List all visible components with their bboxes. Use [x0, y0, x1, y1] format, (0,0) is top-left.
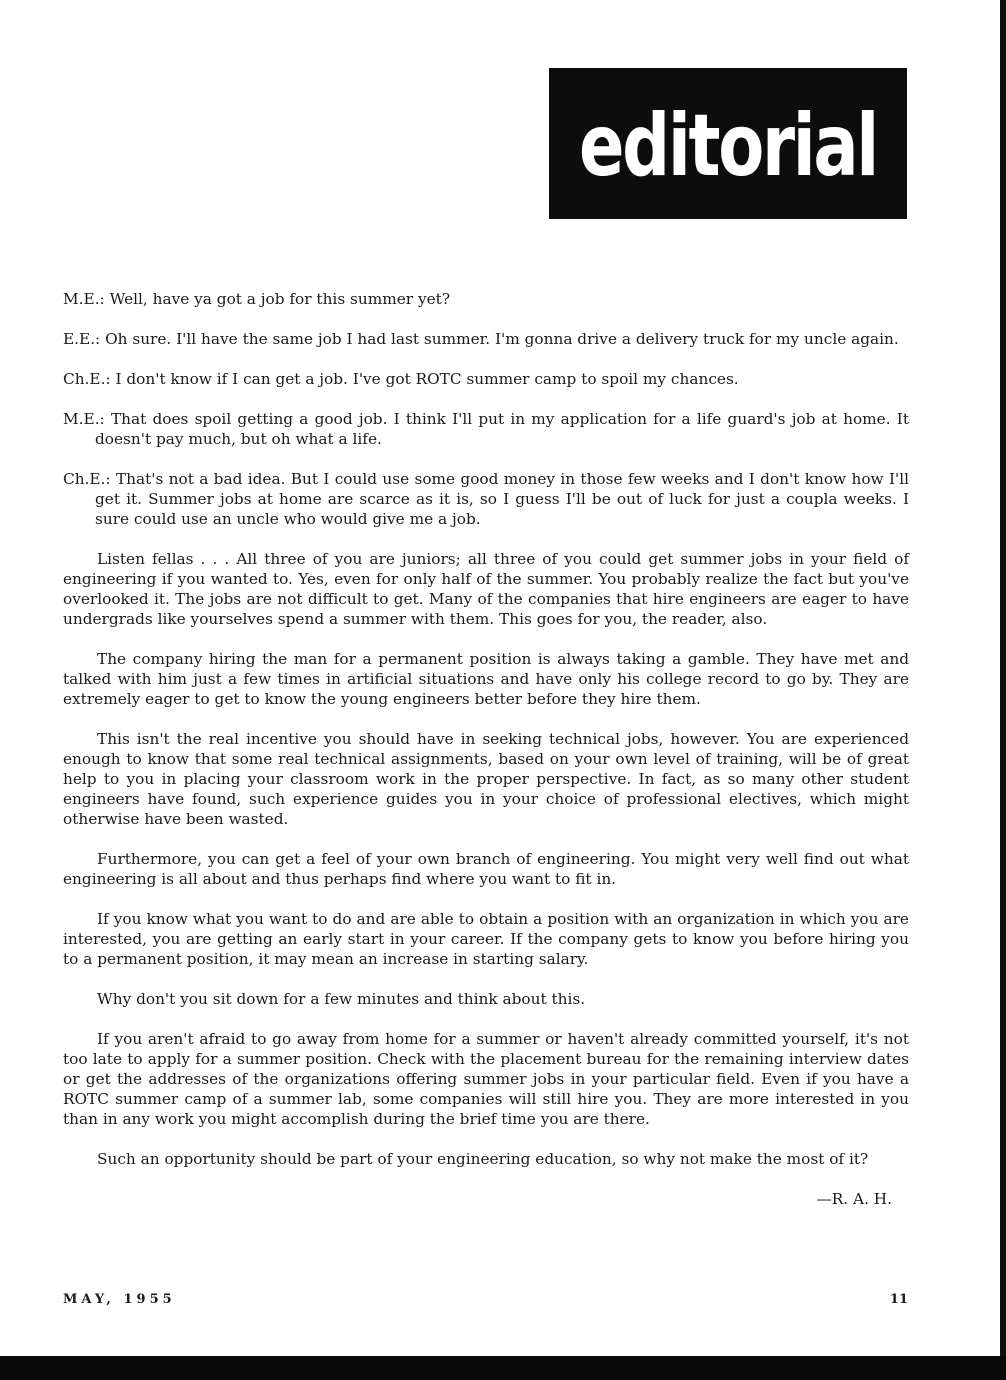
dialogue-speaker: M.E.: — [63, 410, 105, 428]
dialogue-text: That's not a bad idea. But I could use some good money in those few weeks and I don't know how I'll get it. Summer jobs at home are scarce as it is, so I guess I'll be out of luck for just a coupla weeks. I sure could use an uncle who would give me a job. — [95, 470, 909, 528]
body-paragraph: If you aren't afraid to go away from home for a summer or haven't already committed yourself, it's not too late to apply for a summer position. Check with the placement bureau for the remaining interview dates or get the addresses of the organizations offering summer jobs in your particular field. Even if you have a ROTC summer camp of a summer lab, some companies will still hire you. They are more interested in you than in any work you might accomplish during the brief time you are there. — [63, 1030, 909, 1128]
dialogue-speaker: E.E.: — [63, 330, 101, 348]
issue-date: MAY, 1955 — [63, 1292, 176, 1307]
dialogue-line — [63, 469, 909, 529]
dialogue-text: Oh sure. I'll have the same job I had last summer. I'm gonna drive a delivery truck for my uncle again. — [105, 330, 899, 348]
dialogue-speaker: Ch.E.: — [63, 470, 111, 488]
dialogue-text: I don't know if I can get a job. I've got ROTC summer camp to spoil my chances. — [115, 370, 739, 388]
dialogue-speaker: Ch.E.: — [63, 370, 111, 388]
dialogue-line — [63, 329, 909, 349]
article-body — [63, 289, 909, 1209]
dialogue-text: Well, have ya got a job for this summer yet? — [109, 290, 451, 308]
page-number: 11 — [889, 1292, 908, 1307]
dialogue-line — [63, 369, 909, 389]
body-paragraph: If you know what you want to do and are able to obtain a position with an organization in which you are interested, you are getting an early start in your career. If the company gets to know you before hiring you to a permanent position, it may mean an increase in starting salary. — [63, 910, 909, 968]
dialogue-line — [63, 289, 909, 309]
banner-title: editorial — [579, 95, 877, 196]
body-paragraph: Such an opportunity should be part of your engineering education, so why not make the most of it? — [97, 1150, 869, 1168]
body-paragraph: Why don't you sit down for a few minutes and think about this. — [97, 990, 586, 1008]
scan-edge-bottom — [0, 1356, 1006, 1380]
scan-edge-right — [1000, 0, 1006, 1356]
body-paragraph: Furthermore, you can get a feel of your own branch of engineering. You might very well find out what engineering is all about and thus perhaps find where you want to fit in. — [63, 850, 909, 888]
author-signature: —R. A. H. — [816, 1190, 892, 1208]
body-paragraph: This isn't the real incentive you should have in seeking technical jobs, however. You are experienced enough to know that some real technical assignments, based on your own level of training, will be of great help to you in placing your classroom work in the proper perspective. In fact, as so many other student engineers have found, such experience guides you in your choice of professional electives, which might otherwise have been wasted. — [63, 730, 909, 828]
editorial-banner — [549, 68, 907, 219]
body-paragraph: The company hiring the man for a permanent position is always taking a gamble. They have met and talked with him just a few times in artificial situations and have only his college record to go by. They are extremely eager to get to know the young engineers better before they hire them. — [63, 650, 909, 708]
dialogue-line — [63, 409, 909, 449]
body-paragraph: Listen fellas . . . All three of you are juniors; all three of you could get summer jobs in your field of engineering if you wanted to. Yes, even for only half of the summer. You probably realize the fact but you've overlooked it. The jobs are not difficult to get. Many of the companies that hire engineers are eager to have undergrads like yourselves spend a summer with them. This goes for you, the reader, also. — [63, 550, 909, 628]
dialogue-text: That does spoil getting a good job. I think I'll put in my application for a life guard's job at home. It doesn't pay much, but oh what a life. — [95, 410, 909, 448]
dialogue-speaker: M.E.: — [63, 290, 105, 308]
